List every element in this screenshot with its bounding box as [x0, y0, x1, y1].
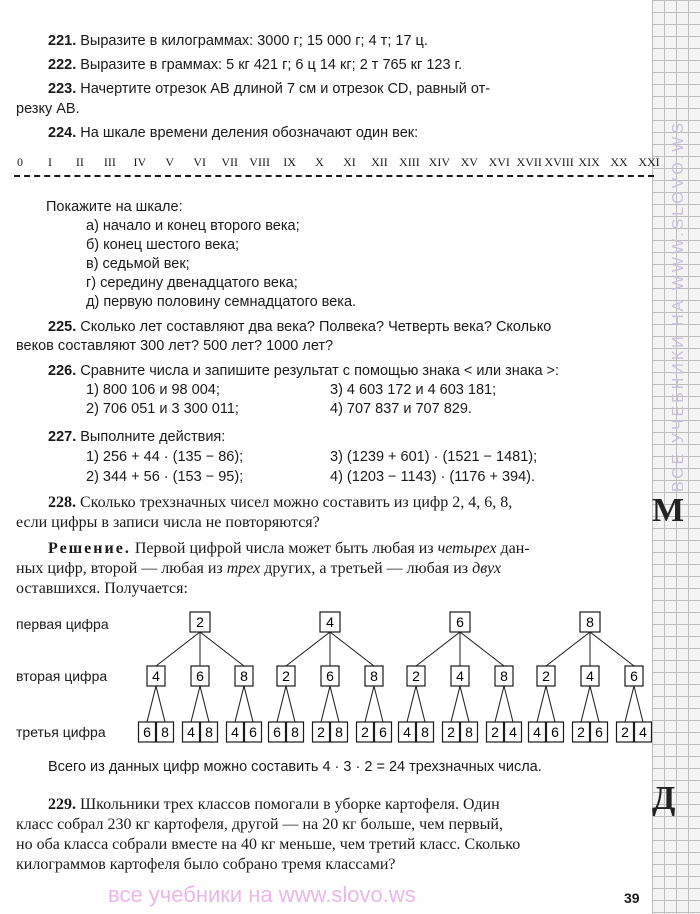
- third-digit-digit: 4: [403, 724, 411, 740]
- problem-number: 222.: [48, 57, 77, 73]
- scale-tick-label: 0: [17, 155, 23, 169]
- tree-edge: [156, 686, 165, 722]
- third-digit-digit: 8: [421, 724, 429, 740]
- scale-tick-label: IX: [283, 155, 296, 169]
- task-item: г) середину двенадцатого века;: [86, 275, 298, 291]
- tree-edge: [416, 686, 425, 722]
- third-digit-digit: 4: [509, 724, 517, 740]
- task-item: 3) 4 603 172 и 4 603 181;: [330, 382, 497, 398]
- problem-text: Сколько трехзначных чисел можно составить из цифр 2, 4, 6, 8,: [80, 494, 513, 511]
- third-digit-digit: 4: [231, 724, 239, 740]
- first-digit-digit: 6: [456, 614, 464, 630]
- scale-tick-label: VI: [193, 155, 207, 169]
- page-number: 39: [624, 890, 640, 906]
- scale-tick-label: XIII: [399, 155, 420, 169]
- scale-tick-label: XVI: [488, 155, 510, 169]
- margin-letter-m: М: [652, 492, 685, 529]
- solution-emphasis: трех: [226, 560, 261, 577]
- problem-number: 229.: [48, 796, 76, 813]
- second-digit-digit: 8: [370, 668, 378, 684]
- second-digit-digit: 6: [326, 668, 334, 684]
- scale-tick-label: XII: [371, 155, 388, 169]
- solution-text: дан-: [496, 540, 530, 557]
- task-intro: Покажите на шкале:: [46, 199, 183, 215]
- third-digit-digit: 2: [361, 724, 369, 740]
- task-item: д) первую половину семнадцатого века.: [86, 294, 357, 310]
- task-item: 4) 707 837 и 707 829.: [330, 401, 472, 417]
- scale-tick-label: III: [103, 155, 116, 169]
- solution-line-3: оставшихся. Получается:: [16, 580, 188, 597]
- tree-label-second: вторая цифра: [16, 668, 108, 684]
- third-digit-digit: 2: [317, 724, 325, 740]
- scale-tick-label: XV: [460, 155, 478, 169]
- task-item: а) начало и конец второго века;: [86, 218, 300, 234]
- solution-line-1: [48, 540, 530, 558]
- scale-tick-label: V: [165, 155, 175, 169]
- solution-line-2: [16, 560, 501, 578]
- third-digit-digit: 6: [551, 724, 559, 740]
- problem-text: На шкале времени деления обозначают один век:: [80, 125, 419, 141]
- second-digit-digit: 2: [412, 668, 420, 684]
- third-digit-digit: 8: [335, 724, 343, 740]
- task-item: 1) 256 + 44 · (135 − 86);: [86, 449, 244, 465]
- tree-edge: [156, 632, 200, 666]
- scale-tick-label: VIII: [249, 155, 270, 169]
- task-item: б) конец шестого века;: [86, 237, 240, 253]
- problem-227: [48, 428, 225, 446]
- problem-number: 228.: [48, 494, 76, 511]
- tree-edge: [495, 686, 504, 722]
- solution-text: Первой цифрой числа может быть любая из: [134, 540, 438, 557]
- scale-tick-label: IV: [133, 155, 147, 169]
- problem-223: [48, 80, 490, 98]
- total-statement: Всего из данных цифр можно составить 4 · 3 · 2 = 24 трехзначных числа.: [48, 759, 542, 775]
- scale-tick-label: XIX: [578, 155, 600, 169]
- problem-number: 225.: [48, 319, 77, 335]
- footer-watermark: все учебники на www.slovo.ws: [108, 882, 416, 907]
- scale-tick-label: VII: [221, 155, 238, 169]
- second-digit-digit: 4: [586, 668, 594, 684]
- scale-tick-label: XX: [610, 155, 628, 169]
- third-digit-digit: 4: [533, 724, 541, 740]
- third-digit-digit: 8: [161, 724, 169, 740]
- problem-229-line-4: килограммов картофеля было собрано тремя классами?: [16, 856, 396, 873]
- problem-text: Выразите в граммах: 5 кг 421 г; 6 ц 14 кг; 2 т 765 кг 123 г.: [80, 57, 463, 73]
- problem-number: 223.: [48, 81, 77, 97]
- third-digit-digit: 8: [291, 724, 299, 740]
- third-digit-digit: 6: [379, 724, 387, 740]
- tree-edge: [625, 686, 634, 722]
- tree-label-first: первая цифра: [16, 616, 109, 632]
- problem-225: [48, 318, 551, 336]
- tree-edge: [634, 686, 643, 722]
- tree-edge: [200, 686, 209, 722]
- solution-text: других, а третьей — любая из: [260, 560, 473, 577]
- tree-edge: [321, 686, 330, 722]
- task-item: в) седьмой век;: [86, 256, 190, 272]
- scale-tick-label: X: [315, 155, 324, 169]
- scale-tick-label: I: [47, 155, 52, 169]
- third-digit-digit: 4: [639, 724, 647, 740]
- second-digit-digit: 6: [196, 668, 204, 684]
- task-item: 1) 800 106 и 98 004;: [86, 382, 220, 398]
- first-digit-digit: 4: [326, 614, 334, 630]
- tree-edge: [244, 686, 253, 722]
- tree-edge: [460, 686, 469, 722]
- third-digit-digit: 8: [465, 724, 473, 740]
- tree-edge: [330, 686, 339, 722]
- scale-tick-label: XVII: [516, 155, 542, 169]
- problem-222: [48, 56, 462, 74]
- problem-228: [48, 494, 512, 512]
- tree-edge: [235, 686, 244, 722]
- scale-tick-label: II: [75, 155, 84, 169]
- problem-text: Начертите отрезок AB длиной 7 см и отрезок CD, равный от-: [80, 81, 491, 97]
- tree-edge: [504, 686, 513, 722]
- task-item: 2) 344 + 56 · (153 − 95);: [86, 469, 244, 485]
- problem-text: Выразите в килограммах: 3000 г; 15 000 г; 4 т; 17 ц.: [80, 33, 428, 49]
- third-digit-digit: 2: [447, 724, 455, 740]
- tree-edge: [460, 632, 504, 666]
- problem-223-cont: резку AB.: [16, 101, 80, 117]
- tree-edge: [147, 686, 156, 722]
- vertical-watermark: ВСЕ УЧЕБНИКИ НА WWW.SLOVO.WS: [670, 120, 687, 493]
- problem-text: Школьники трех классов помогали в уборке картофеля. Один: [80, 796, 500, 813]
- scale-line: [14, 175, 654, 177]
- problem-text: Сравните числа и запишите результат с помощью знака < или знака >:: [80, 363, 560, 379]
- second-digit-digit: 8: [500, 668, 508, 684]
- problem-number: 221.: [48, 33, 77, 49]
- problem-221: [48, 32, 428, 50]
- tree-edge: [286, 632, 330, 666]
- problem-229-line-2: класс собрал 230 кг картофеля, другой — на 20 кг больше, чем первый,: [16, 816, 503, 833]
- first-digit-digit: 2: [196, 614, 204, 630]
- third-digit-digit: 8: [205, 724, 213, 740]
- problem-text: Выполните действия:: [80, 429, 226, 445]
- tree-edge: [200, 632, 244, 666]
- problem-number: 227.: [48, 429, 77, 445]
- problem-229: [48, 796, 500, 814]
- scale-tick-label: XI: [343, 155, 356, 169]
- tree-edge: [407, 686, 416, 722]
- task-item: 3) (1239 + 601) · (1521 − 1481);: [330, 449, 538, 465]
- task-item: 4) (1203 − 1143) · (1176 + 394).: [330, 469, 536, 485]
- second-digit-digit: 4: [456, 668, 464, 684]
- tree-edge: [537, 686, 546, 722]
- third-digit-digit: 2: [491, 724, 499, 740]
- third-digit-digit: 6: [273, 724, 281, 740]
- problem-number: 224.: [48, 125, 77, 141]
- second-digit-digit: 2: [542, 668, 550, 684]
- tree-edge: [546, 632, 590, 666]
- scale-tick-label: XXI: [638, 155, 660, 169]
- third-digit-digit: 2: [577, 724, 585, 740]
- tree-edge: [546, 686, 555, 722]
- third-digit-digit: 2: [621, 724, 629, 740]
- third-digit-digit: 6: [249, 724, 257, 740]
- tree-edge: [416, 632, 460, 666]
- second-digit-digit: 4: [152, 668, 160, 684]
- tree-edge: [191, 686, 200, 722]
- scale-tick-label: XVIII: [544, 155, 574, 169]
- tree-label-third: третья цифра: [16, 724, 106, 740]
- tree-edge: [365, 686, 374, 722]
- problem-228-cont: если цифры в записи числа не повторяются?: [16, 514, 320, 531]
- problem-229-line-3: но оба класса собрали вместе на 40 кг меньше, чем третий класс. Сколько: [16, 836, 521, 853]
- digit-tree-diagram: [0, 600, 652, 750]
- solution-emphasis: двух: [472, 560, 502, 577]
- problem-224: [48, 124, 418, 142]
- time-scale: [14, 155, 660, 179]
- tree-edge: [590, 686, 599, 722]
- tree-edge: [581, 686, 590, 722]
- problem-number: 226.: [48, 363, 77, 379]
- third-digit-digit: 4: [187, 724, 195, 740]
- solution-heading: Решение.: [48, 540, 131, 557]
- tree-edge: [330, 632, 374, 666]
- margin-letter-d: Д: [652, 780, 676, 817]
- tree-edge: [277, 686, 286, 722]
- scale-tick-label: XIV: [428, 155, 450, 169]
- task-item: 2) 706 051 и 3 300 011;: [86, 401, 239, 417]
- second-digit-digit: 8: [240, 668, 248, 684]
- tree-edge: [286, 686, 295, 722]
- problem-226: [48, 362, 559, 380]
- first-digit-digit: 8: [586, 614, 594, 630]
- tree-edge: [374, 686, 383, 722]
- solution-emphasis: четырех: [437, 540, 497, 557]
- problem-225-cont: веков составляют 300 лет? 500 лет? 1000 лет?: [16, 338, 334, 354]
- third-digit-digit: 6: [595, 724, 603, 740]
- tree-edge: [590, 632, 634, 666]
- second-digit-digit: 2: [282, 668, 290, 684]
- third-digit-digit: 6: [143, 724, 151, 740]
- second-digit-digit: 6: [630, 668, 638, 684]
- problem-text: Сколько лет составляют два века? Полвека? Четверть века? Сколько: [80, 319, 552, 335]
- tree-edge: [451, 686, 460, 722]
- solution-text: ных цифр, второй — любая из: [16, 560, 227, 577]
